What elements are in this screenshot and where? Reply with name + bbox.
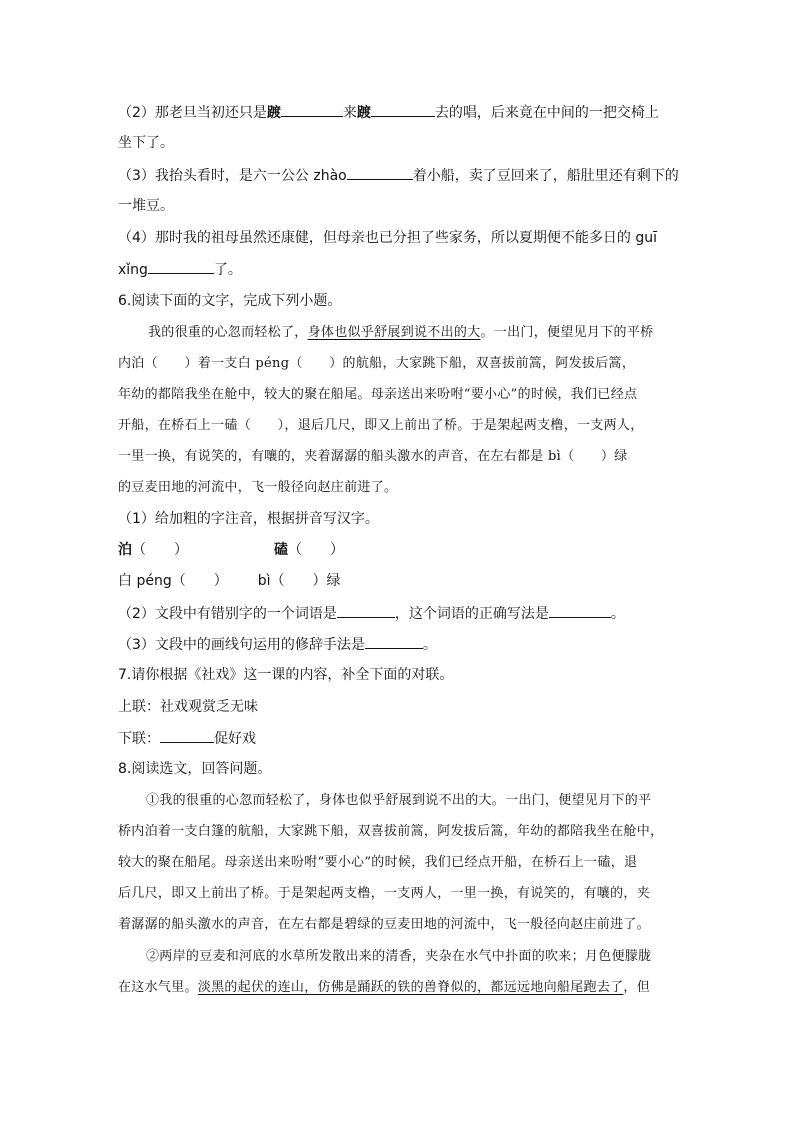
q8-passage-line1: ①我的很重的心忽而轻松了，身体也似乎舒展到说不出的大。一出门，便望见月下的平 — [146, 793, 652, 808]
q7-title: 7.请你根据《社戏》这一课的内容，补全下面的对联。 — [118, 667, 454, 683]
q6-passage-line4: 开船，在桥石上一磕（ ），退后几尺，即又上前出了桥。于是架起两支橹，一支两人， — [118, 418, 644, 433]
q8-p7-a: 在这水气里。 — [118, 980, 198, 995]
q5-item3-text-b: 着小船，卖了豆回来了，船肚里还有剩下的 — [412, 168, 679, 184]
q5-item4-line2 — [118, 259, 674, 280]
q5-item2-text-c: 去的唱，后来竟在中间的一把交椅上 — [434, 105, 659, 121]
q8-title: 8.阅读选文，回答问题。 — [118, 761, 272, 777]
q5-item2-line1 — [118, 102, 674, 123]
q6-sub1-blank-1[interactable]: （ ） — [132, 542, 188, 558]
q5-item2-keyword-1: 踱 — [266, 105, 281, 121]
q8-passage-line4: 后几尺，即又上前出了桥。于是架起两支橹，一支两人，一里一换，有说笑的，有嚷的，夹 — [118, 886, 651, 901]
q5-item2-line2 — [118, 133, 674, 153]
q5-item4-blank[interactable] — [148, 259, 214, 274]
q6-passage-line2: 内泊（ ）着一支白 péng（ ）的航船，大家跳下船，双喜拔前篙，阿发拔后篙， — [118, 356, 636, 371]
q5-item2-text-a: （2）那老旦当初还只是 — [118, 105, 267, 121]
q6-sub3-text-a: （3）文段中的画线句运用的修辞手法是 — [118, 637, 365, 653]
q6-sub1-blank-2[interactable]: （ ） — [288, 542, 344, 558]
q6-sub2-text-a: （2）文段中有错别字的一个词语是 — [118, 606, 337, 622]
q6-sub1-char-1: 泊 — [118, 542, 132, 558]
q5-item2-blank-1[interactable] — [281, 102, 343, 117]
q6-sub1-prompt: （1）给加粗的字注音，根据拼音写汉字。 — [118, 511, 379, 527]
q6-sub2-blank-2[interactable] — [549, 603, 611, 618]
q8-passage-line7 — [118, 978, 674, 998]
q7-lower-couplet — [118, 728, 674, 749]
q7-lower-blank[interactable] — [160, 728, 214, 743]
q5-item2-text-b: 来 — [342, 105, 357, 121]
q6-sub2 — [118, 603, 674, 624]
q5-item4-pinyin: xǐng — [118, 262, 148, 278]
q8-passage-line6: ②两岸的豆麦和河底的水草所发散出来的清香，夹杂在水气中扑面的吹来；月色便朦胧 — [146, 949, 652, 964]
q6-passage-line6: 的豆麦田地的河流中，飞一般径向赵庄前进了。 — [118, 480, 398, 495]
q8-passage-line2: 桥内泊着一支白篷的航船，大家跳下船，双喜拔前篙，阿发拔后篙，年幼的都陪我坐在舱中， — [118, 824, 664, 839]
q5-item2-keyword-2: 踱 — [356, 105, 371, 121]
q5-item3-blank[interactable] — [347, 165, 413, 180]
q5-item3-text-c: 一堆豆。 — [118, 198, 174, 214]
q6-sub3-blank[interactable] — [365, 634, 423, 649]
q8-p7-underlined-sentence: 淡黑的起伏的连山，仿佛是踊跃的铁的兽脊似的，都远远地向船尾跑去了 — [197, 980, 624, 995]
q7-upper-couplet: 上联：社戏观赏乏无味 — [118, 699, 258, 715]
q6-p1-a: 我的很重的心忽而轻松了， — [148, 325, 308, 340]
q6-sub2-text-c: 。 — [610, 606, 625, 622]
q5-item2-blank-2[interactable] — [371, 102, 435, 117]
q6-sub1-row1 — [118, 540, 674, 560]
q6-sub1-pinyin-2[interactable]: bì（ ）绿 — [257, 573, 341, 589]
q6-sub2-text-b: ，这个词语的正确写法是 — [394, 606, 549, 622]
q6-title: 6.阅读下面的文字，完成下列小题。 — [118, 293, 342, 309]
q6-p1-b: 。一出门，便望见月下的平桥 — [480, 325, 654, 340]
q6-p1-underlined-sentence: 身体也似乎舒展到说不出的大 — [307, 325, 481, 340]
q6-sub1-row2 — [118, 571, 674, 591]
q7-lower-label: 下联： — [118, 731, 160, 747]
q6-passage-line1 — [148, 323, 674, 343]
q5-item4-text-c: 了。 — [213, 262, 242, 278]
q6-passage-line3: 年幼的都陪我坐在舱中，较大的聚在船尾。母亲送出来吩咐“要小心”的时候，我们已经点 — [118, 387, 638, 402]
q8-p7-b: ，但 — [623, 980, 651, 995]
q5-item3-line2 — [118, 196, 674, 216]
q8-passage-line5: 着潺潺的船头激水的声音，在左右都是碧绿的豆麦田地的河流中，飞一般径向赵庄前进了。 — [118, 917, 651, 932]
q7-lower-text: 促好戏 — [214, 731, 256, 747]
q8-passage-line3: 较大的聚在船尾。母亲送出来吩咐“要小心”的时候，我们已经点开船，在桥石上一磕，退 — [118, 855, 638, 870]
q5-item4-line1 — [118, 228, 674, 248]
q6-sub3 — [118, 634, 674, 655]
q6-sub1-pinyin-1[interactable]: 白 péng（ ） — [118, 573, 228, 589]
q5-item3-text-a: （3）我抬头看时，是六一公公 zhào — [118, 168, 347, 184]
q5-item4-text-a: （4）那时我的祖母虽然还康健，但母亲也已分担了些家务，所以夏期便不能多日的 guī — [118, 230, 658, 246]
q6-sub2-blank-1[interactable] — [337, 603, 395, 618]
q6-sub3-text-b: 。 — [422, 637, 437, 653]
q6-passage-line5: 一里一换，有说笑的，有嚷的，夹着潺潺的船头激水的声音，在左右都是 bì（ ）绿 — [118, 449, 628, 464]
q5-item2-text-d: 坐下了。 — [118, 135, 174, 151]
q5-item3-line1 — [118, 165, 679, 186]
q6-sub1-char-2: 磕 — [274, 542, 288, 558]
